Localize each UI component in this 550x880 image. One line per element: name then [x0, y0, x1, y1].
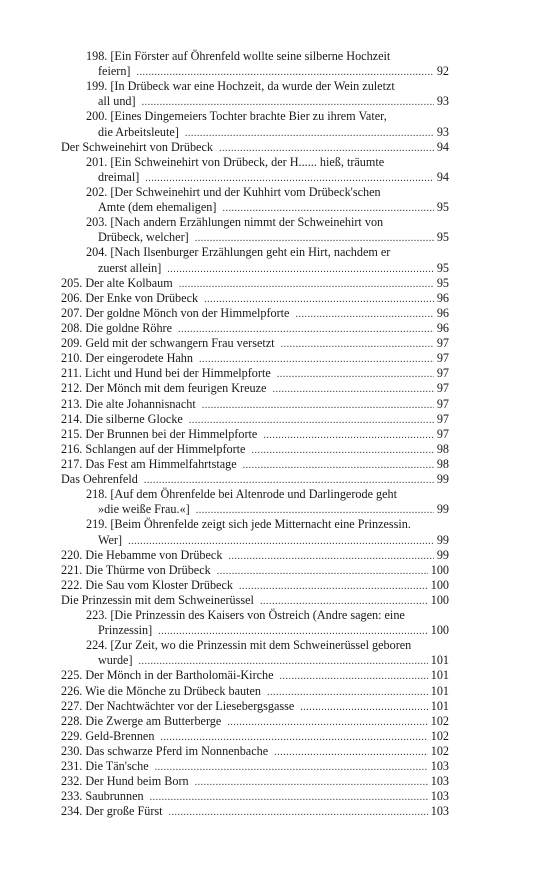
toc-entry-title: 217. Das Fest am Himmelfahrtstage [61, 456, 237, 471]
page-number: 100 [430, 623, 449, 638]
dot-leader [274, 745, 428, 760]
toc-entry-title: all und] [98, 94, 136, 109]
page-number: 98 [436, 441, 449, 456]
toc-entry [61, 563, 449, 578]
dot-leader [167, 262, 434, 277]
dot-leader [227, 715, 427, 730]
dot-leader [300, 700, 427, 715]
toc-entry [61, 774, 449, 789]
page-number: 96 [436, 305, 449, 320]
toc-entry-title: 229. Geld-Brennen [61, 728, 155, 743]
toc-entry [61, 517, 449, 547]
dot-leader [145, 171, 434, 186]
page-number: 98 [436, 456, 449, 471]
toc-entry [61, 306, 449, 321]
toc-line [61, 49, 449, 64]
toc-line [61, 276, 449, 291]
page-number: 95 [436, 230, 449, 245]
page-number: 94 [436, 139, 449, 154]
toc-entry [61, 593, 449, 608]
toc-line [61, 261, 449, 276]
page-number: 96 [436, 290, 449, 305]
toc-entry-title: 208. Die goldne Röhre [61, 320, 173, 335]
toc-entry [61, 668, 449, 683]
toc-line [61, 533, 449, 548]
toc-entry-title: Drübeck, welcher] [98, 230, 189, 245]
page-number: 93 [436, 94, 449, 109]
toc-line [61, 366, 449, 381]
page-number: 97 [436, 381, 449, 396]
toc-line [61, 291, 449, 306]
dot-leader [280, 669, 428, 684]
toc-entry-title: 206. Der Enke von Drübeck [61, 290, 199, 305]
page-number: 97 [436, 351, 449, 366]
toc-line [61, 608, 449, 623]
page-number: 102 [430, 728, 449, 743]
toc-entry-title: Der Schweinehirt von Drübeck [61, 139, 213, 154]
page-number: 97 [436, 336, 449, 351]
dot-leader [243, 458, 434, 473]
toc-entry [61, 804, 449, 819]
dot-leader [155, 760, 428, 775]
dot-leader [281, 337, 434, 352]
toc-line [61, 351, 449, 366]
dot-leader [144, 473, 434, 488]
toc-line [61, 215, 449, 230]
toc-entry-title: 204. [Nach Ilsenburger Erzählungen geht ein Hirt, nachdem er [86, 245, 391, 260]
toc-entry-title: 199. [In Drübeck war eine Hochzeit, da wurde der Wein zuletzt [86, 79, 395, 94]
toc-entry-title: 209. Geld mit der schwangern Frau versetzt [61, 336, 275, 351]
toc-line [61, 789, 449, 804]
toc-entry [61, 381, 449, 396]
dot-leader [150, 790, 428, 805]
toc-line [61, 306, 449, 321]
toc-line [61, 185, 449, 200]
toc-entry [61, 336, 449, 351]
toc-entry-title: 224. [Zur Zeit, wo die Prinzessin mit dem Schweinerüssel geboren [86, 638, 412, 653]
toc-entry-title: 205. Der alte Kolbaum [61, 275, 173, 290]
toc-line [61, 638, 449, 653]
toc-entry-title: 214. Die silberne Glocke [61, 411, 183, 426]
dot-leader [295, 307, 433, 322]
toc-line [61, 245, 449, 260]
toc-entry [61, 276, 449, 291]
dot-leader [128, 534, 434, 549]
page-number: 103 [430, 774, 449, 789]
toc-entry [61, 714, 449, 729]
toc-entry [61, 442, 449, 457]
toc-line [61, 487, 449, 502]
dot-leader [251, 443, 433, 458]
page-number: 95 [436, 275, 449, 290]
toc-entry-title: 198. [Ein Förster auf Öhrenfeld wollte seine silberne Hochzeit [86, 49, 391, 63]
page-number: 97 [436, 411, 449, 426]
table-of-contents [61, 49, 449, 820]
toc-line [61, 336, 449, 351]
toc-line [61, 397, 449, 412]
toc-entry [61, 140, 449, 155]
toc-line [61, 79, 449, 94]
page-number: 94 [436, 169, 449, 184]
toc-line [61, 94, 449, 109]
toc-line [61, 170, 449, 185]
toc-entry-title: 233. Saubrunnen [61, 789, 144, 804]
toc-line [61, 774, 449, 789]
page-number: 99 [436, 547, 449, 562]
dot-leader [169, 805, 428, 820]
toc-line [61, 442, 449, 457]
toc-entry [61, 487, 449, 517]
toc-line [61, 427, 449, 442]
page-number: 97 [436, 396, 449, 411]
page-number: 101 [430, 683, 449, 698]
toc-entry-title: wurde] [98, 653, 133, 668]
dot-leader [222, 201, 433, 216]
toc-entry-title: 212. Der Mönch mit dem feurigen Kreuze [61, 381, 267, 396]
toc-entry [61, 49, 449, 79]
dot-leader [179, 277, 434, 292]
toc-line [61, 804, 449, 819]
toc-entry [61, 79, 449, 109]
page-number: 99 [436, 532, 449, 547]
toc-line [61, 593, 449, 608]
toc-entry [61, 321, 449, 336]
toc-line [61, 412, 449, 427]
dot-leader [195, 775, 428, 790]
toc-line [61, 64, 449, 79]
toc-entry [61, 245, 449, 275]
toc-entry-title: 202. [Der Schweinehirt und der Kuhhirt vom Drübeck'schen [86, 184, 381, 199]
dot-leader [228, 549, 433, 564]
toc-entry-title: 215. Der Brunnen bei der Himmelpforte [61, 426, 258, 441]
toc-entry [61, 427, 449, 442]
toc-entry-title: »die weiße Frau.«] [98, 502, 190, 517]
toc-entry-title: 201. [Ein Schweinehirt von Drübeck, der H...... hieß, träumte [86, 154, 385, 169]
toc-entry [61, 155, 449, 185]
toc-entry-title: 213. Die alte Johannisnacht [61, 396, 196, 411]
page-number: 92 [436, 64, 449, 79]
page-number: 103 [430, 789, 449, 804]
toc-line [61, 668, 449, 683]
toc-entry [61, 109, 449, 139]
toc-entry-title: 234. Der große Fürst [61, 804, 163, 819]
toc-entry [61, 699, 449, 714]
page-number: 95 [436, 200, 449, 215]
dot-leader [217, 564, 428, 579]
dot-leader [263, 428, 434, 443]
toc-entry-title: 207. Der goldne Mönch von der Himmelpforte [61, 305, 290, 320]
dot-leader [185, 126, 434, 141]
toc-entry-title: Wer] [98, 532, 123, 547]
page-number: 101 [430, 668, 449, 683]
page-number: 97 [436, 426, 449, 441]
toc-entry [61, 548, 449, 563]
toc-line [61, 759, 449, 774]
toc-line [61, 714, 449, 729]
toc-entry [61, 684, 449, 699]
toc-entry-title: 211. Licht und Hund bei der Himmelpforte [61, 366, 271, 381]
toc-line [61, 623, 449, 638]
toc-line [61, 699, 449, 714]
dot-leader [204, 292, 434, 307]
dot-leader [260, 594, 428, 609]
toc-entry [61, 638, 449, 668]
dot-leader [199, 352, 434, 367]
toc-entry [61, 397, 449, 412]
toc-entry [61, 472, 449, 487]
toc-line [61, 502, 449, 517]
toc-entry-title: 218. [Auf dem Öhrenfelde bei Altenrode und Darlingerode geht [86, 487, 398, 502]
toc-entry-title: Amte (dem ehemaligen] [98, 200, 217, 215]
dot-leader [219, 141, 434, 156]
toc-entry [61, 744, 449, 759]
toc-entry-title: die Arbeitsleute] [98, 124, 179, 139]
toc-line [61, 140, 449, 155]
page-number: 100 [430, 592, 449, 607]
toc-entry-title: feiern] [98, 64, 131, 79]
toc-line [61, 125, 449, 140]
toc-line [61, 200, 449, 215]
toc-line [61, 578, 449, 593]
toc-entry-title: 228. Die Zwerge am Butterberge [61, 713, 222, 728]
toc-entry-title: 232. Der Hund beim Born [61, 774, 189, 789]
toc-entry-title: 220. Die Hebamme von Drübeck [61, 547, 223, 562]
toc-entry-title: Prinzessin] [98, 623, 153, 638]
page-number: 101 [430, 653, 449, 668]
toc-entry-title: 210. Der eingerodete Hahn [61, 351, 193, 366]
toc-entry-title: 221. Die Thürme von Drübeck [61, 562, 211, 577]
toc-entry [61, 608, 449, 638]
page-number: 101 [430, 698, 449, 713]
dot-leader [196, 503, 434, 518]
toc-line [61, 653, 449, 668]
toc-line [61, 548, 449, 563]
toc-entry-title: 216. Schlangen auf der Himmelpforte [61, 441, 246, 456]
toc-entry-title: 231. Die Tän'sche [61, 759, 149, 774]
dot-leader [189, 413, 434, 428]
toc-entry-title: 226. Wie die Mönche zu Drübeck bauten [61, 683, 261, 698]
toc-entry-title: Die Prinzessin mit dem Schweinerüssel [61, 592, 254, 607]
toc-line [61, 321, 449, 336]
toc-entry-title: Das Oehrenfeld [61, 472, 138, 487]
dot-leader [277, 367, 434, 382]
toc-line [61, 155, 449, 170]
toc-entry-title: 200. [Eines Dingemeiers Tochter brachte Bier zu ihrem Vater, [86, 109, 387, 124]
toc-entry-title: 230. Das schwarze Pferd im Nonnenbache [61, 744, 269, 759]
toc-line [61, 381, 449, 396]
toc-line [61, 472, 449, 487]
toc-entry-title: 223. [Die Prinzessin des Kaisers von Östreich (Andre sagen: eine [86, 608, 405, 623]
toc-entry [61, 291, 449, 306]
toc-entry [61, 457, 449, 472]
page-number: 100 [430, 577, 449, 592]
dot-leader [239, 579, 428, 594]
dot-leader [178, 322, 434, 337]
toc-entry-title: 227. Der Nachtwächter vor der Liesebergsgasse [61, 698, 295, 713]
toc-entry [61, 729, 449, 744]
dot-leader [142, 95, 434, 110]
toc-entry-title: zuerst allein] [98, 260, 162, 275]
toc-entry [61, 578, 449, 593]
toc-line [61, 684, 449, 699]
toc-line [61, 457, 449, 472]
toc-entry [61, 351, 449, 366]
toc-line [61, 109, 449, 124]
dot-leader [272, 382, 433, 397]
toc-line [61, 563, 449, 578]
dot-leader [136, 65, 433, 80]
page-number: 95 [436, 260, 449, 275]
toc-entry-title: 222. Die Sau vom Kloster Drübeck [61, 577, 233, 592]
toc-entry [61, 366, 449, 381]
toc-entry [61, 215, 449, 245]
toc-entry-title: dreimal] [98, 169, 140, 184]
toc-line [61, 744, 449, 759]
toc-line [61, 729, 449, 744]
dot-leader [160, 730, 427, 745]
toc-entry [61, 759, 449, 774]
toc-entry [61, 412, 449, 427]
toc-entry [61, 789, 449, 804]
page-number: 100 [430, 562, 449, 577]
toc-line [61, 517, 449, 532]
dot-leader [158, 624, 428, 639]
dot-leader [267, 685, 428, 700]
page-number: 96 [436, 320, 449, 335]
page-number: 102 [430, 713, 449, 728]
page-number: 103 [430, 804, 449, 819]
page-number: 93 [436, 124, 449, 139]
toc-line [61, 230, 449, 245]
page-number: 102 [430, 744, 449, 759]
toc-entry-title: 203. [Nach andern Erzählungen nimmt der Schweinehirt von [86, 215, 384, 230]
page-number: 97 [436, 366, 449, 381]
page-number: 99 [436, 502, 449, 517]
toc-entry-title: 225. Der Mönch in der Bartholomäi-Kirche [61, 668, 274, 683]
dot-leader [202, 398, 434, 413]
dot-leader [139, 654, 428, 669]
dot-leader [195, 231, 434, 246]
page-number: 99 [436, 472, 449, 487]
toc-entry-title: 219. [Beim Öhrenfelde zeigt sich jede Mitternacht eine Prinzessin. [86, 517, 411, 532]
page-number: 103 [430, 759, 449, 774]
toc-entry [61, 185, 449, 215]
